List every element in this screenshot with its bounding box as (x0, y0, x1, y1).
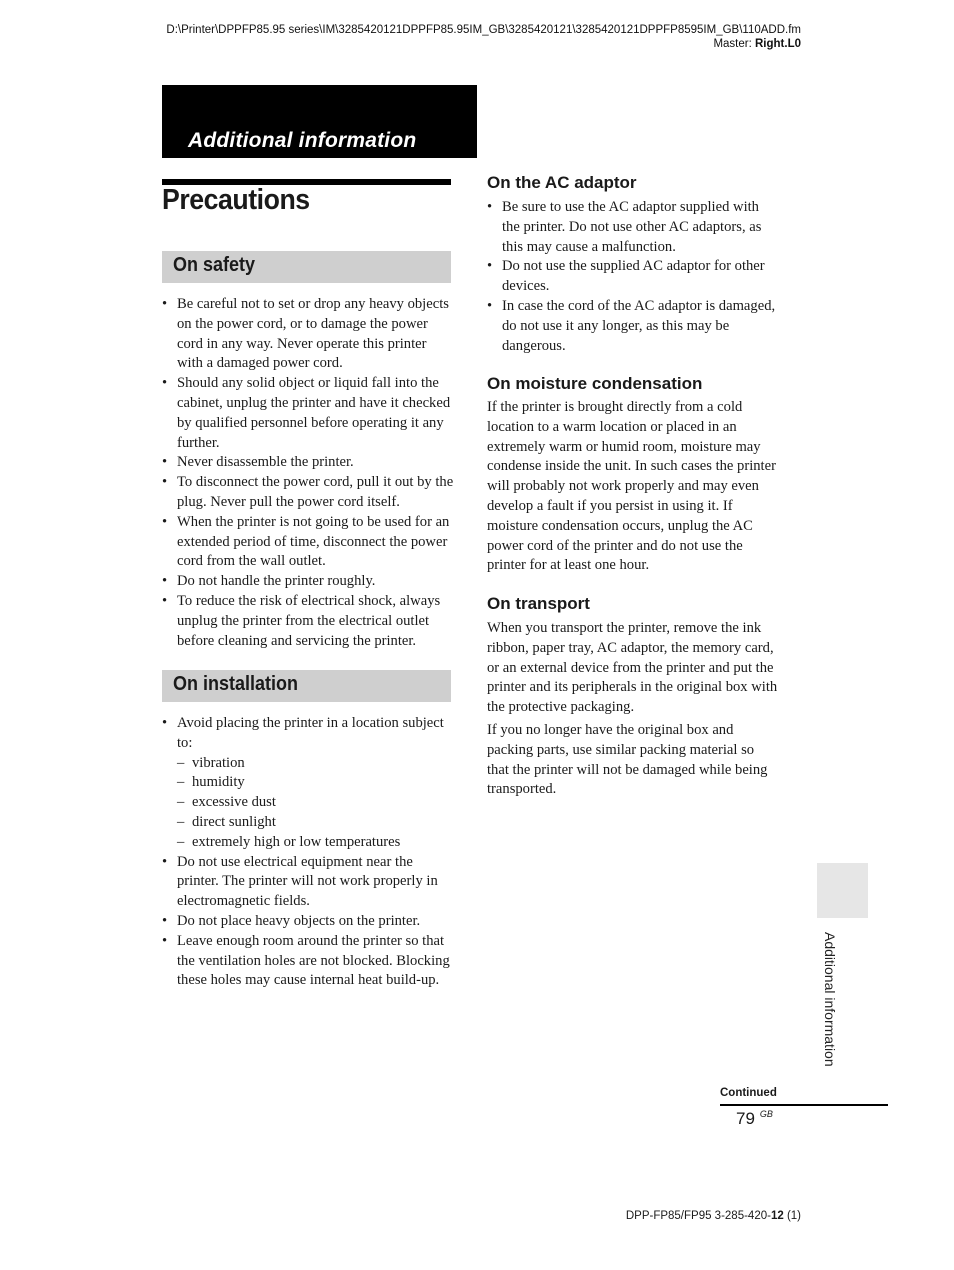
sub-list-item: – vibration (177, 754, 454, 774)
master-value: Right.L0 (755, 38, 801, 50)
list-item: • Do not handle the printer roughly. (162, 572, 454, 592)
moisture-heading: On moisture condensation (487, 374, 703, 393)
list-item: • Be sure to use the AC adaptor supplied with the printer. Do not use other AC adaptors, as this may cause a malfunction. (487, 198, 779, 257)
on-installation-heading-bar (162, 670, 451, 702)
ac-adaptor-list (487, 198, 779, 356)
list-item: • To disconnect the power cord, pull it out by the plug. Never pull the power cord itself. (162, 473, 454, 513)
transport-heading: On transport (487, 594, 590, 613)
sub-list-item: – direct sunlight (177, 813, 454, 833)
list-item (162, 714, 454, 853)
page-number (736, 1109, 773, 1129)
transport-paragraph-block (487, 619, 779, 800)
page-number-suffix: GB (759, 1109, 773, 1119)
page-number-value: 79 (736, 1109, 755, 1128)
list-item: • Do not use the supplied AC adaptor for other devices. (487, 257, 779, 297)
list-item: • Do not use electrical equipment near the printer. The printer will not work properly in electromagnetic fields. (162, 853, 454, 912)
master-label-header (713, 36, 801, 52)
thumb-index-tab (817, 863, 868, 918)
transport-paragraph-2: If you no longer have the original box and packing parts, use similar packing material so that the printer will not be damaged while being transported. (487, 721, 768, 798)
safety-list-block (162, 295, 454, 651)
ac-adaptor-heading: On the AC adaptor (487, 173, 637, 192)
transport-paragraph-1: When you transport the printer, remove the ink ribbon, paper tray, AC adaptor, the memory card, or an external device from the printer and put the printer and its peripherals in the original box with the protective packaging. (487, 620, 778, 716)
on-safety-heading: On safety (173, 254, 256, 276)
model-code-footer (626, 1210, 801, 1222)
master-label: Master: (713, 38, 755, 50)
installation-list-block (162, 714, 454, 991)
list-item: • Never disassemble the printer. (162, 453, 454, 473)
sub-list-item: – excessive dust (177, 793, 454, 813)
model-suffix: (1) (783, 1210, 801, 1222)
side-tab-label: Additional information (822, 932, 838, 1067)
file-path-header: D:\Printer\DPPFP85.95 series\IM\3285420121DPPFP85.95IM_GB\3285420121\3285420121DPPFP8595IM_GB\110ADD.fm (166, 24, 801, 36)
installation-list (162, 714, 454, 991)
section-banner-title: Additional information (188, 129, 417, 152)
on-installation-heading: On installation (173, 673, 299, 695)
model-bold: 12 (770, 1210, 784, 1222)
safety-list (162, 295, 454, 651)
list-item: • Leave enough room around the printer so that the ventilation holes are not blocked. Blocking these holes may cause internal heat build-up. (162, 932, 454, 991)
sub-list-item: – extremely high or low temperatures (177, 833, 454, 853)
list-item: • When the printer is not going to be used for an extended period of time, disconnect the power cord from the wall outlet. (162, 513, 454, 572)
location-sub-list (177, 754, 454, 853)
list-item: • To reduce the risk of electrical shock, always unplug the printer from the electrical outlet before cleaning and servicing the printer. (162, 592, 454, 651)
list-item: • Be careful not to set or drop any heavy objects on the power cord, or to damage the power cord in any way. Never operate this printer with a damaged power cord. (162, 295, 454, 374)
continued-label: Continued (720, 1087, 777, 1099)
footer-rule (720, 1104, 888, 1106)
page-title: Precautions (162, 184, 310, 216)
on-safety-heading-bar (162, 251, 451, 283)
section-banner (162, 85, 477, 158)
list-item-text: Avoid placing the printer in a location subject to: (177, 715, 444, 751)
moisture-paragraph: If the printer is brought directly from a cold location to a warm location or placed in an extremely warm or humid room, moisture may condense inside the unit. In such cases the printer will probably not work properly and may even develop a fault if you persist in using it. If moisture condensation occurs, unplug the AC power cord of the printer and do not use the printer for at least one hour. (487, 399, 776, 574)
moisture-paragraph-block (487, 398, 779, 576)
list-item: • Should any solid object or liquid fall into the cabinet, unplug the printer and have it checked by qualified personnel before operating it any further. (162, 374, 454, 453)
model-prefix: DPP-FP85/FP95 3-285-420- (625, 1210, 771, 1222)
sub-list-item: – humidity (177, 773, 454, 793)
list-item: • Do not place heavy objects on the printer. (162, 912, 454, 932)
list-item: • In case the cord of the AC adaptor is damaged, do not use it any longer, as this may be dangerous. (487, 297, 779, 356)
ac-adaptor-list-block (487, 198, 779, 356)
